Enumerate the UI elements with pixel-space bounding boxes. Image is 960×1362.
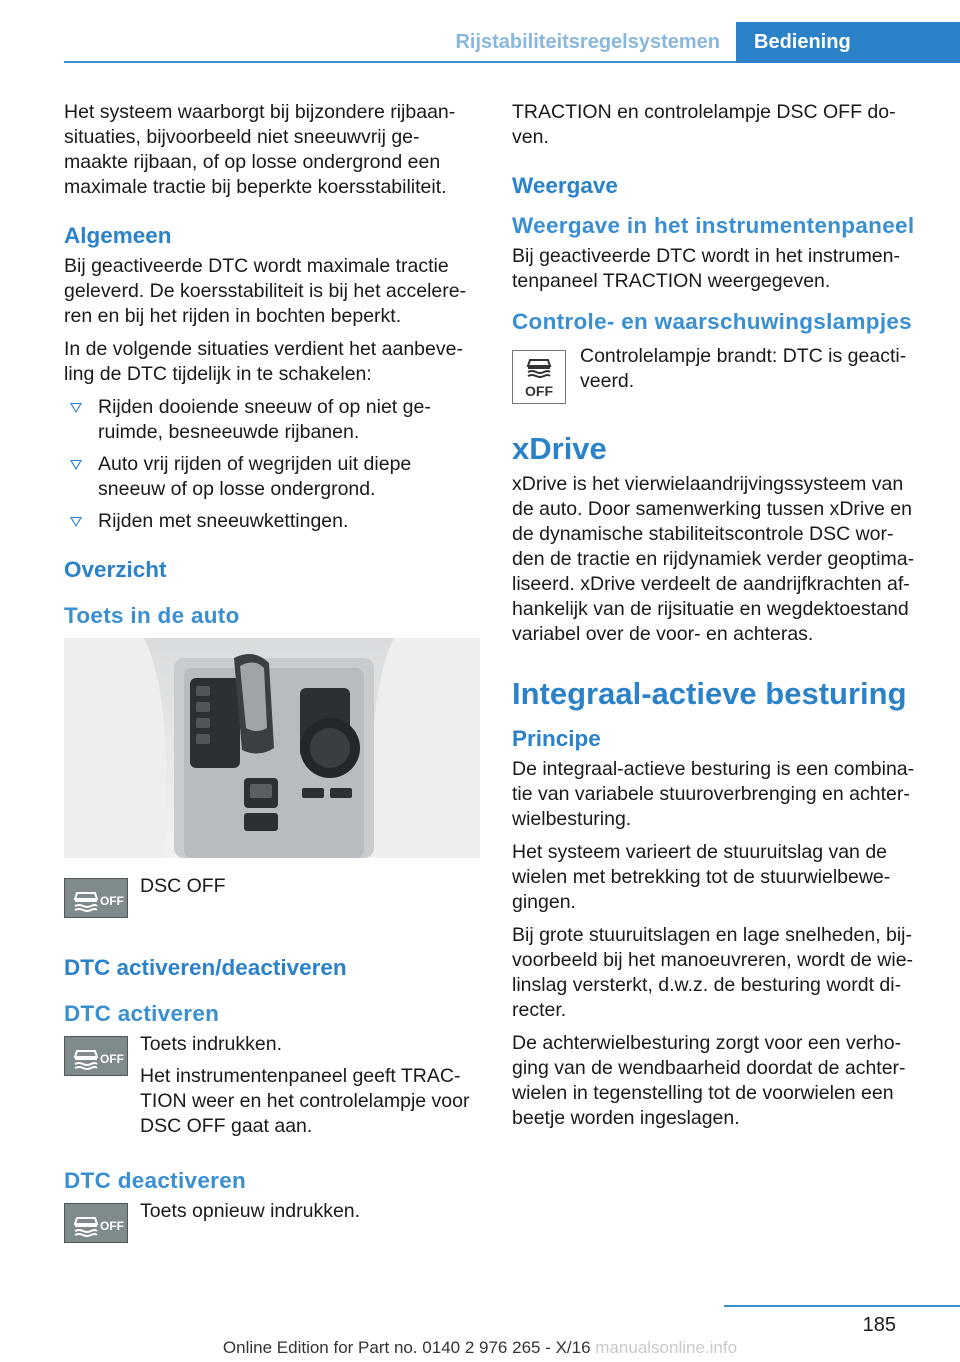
- principe-paragraph-1: De integraal-actieve besturing is een combina-tie van variabele stuuroverbrenging en achter-wielbesturing.: [512, 758, 915, 830]
- dsc-off-button-icon: [64, 1036, 128, 1076]
- header-rule: [64, 61, 442, 63]
- header-section-title: Rijstabiliteitsregelsystemen: [442, 22, 736, 63]
- weergave-paragraph: Bij geactiveerde DTC wordt in het instrumen-tenpaneel TRACTION weergegeven.: [512, 245, 900, 292]
- indicator-lamp-text: Controlelampje brandt: DTC is geacti-veerd.: [580, 345, 907, 392]
- dsc-off-button-legend: [64, 874, 480, 940]
- principe-paragraph-4: De achterwielbesturing zorgt voor een verho-ging van de wendbaarheid doordat de achter-wielen in tegenstelling tot de voorwielen een beetje worden ingeslagen.: [512, 1032, 906, 1129]
- dtc-indicator-lamp-icon: [512, 350, 566, 404]
- intro-paragraph: Het systeem waarborgt bij bijzondere rijbaan-situaties, bijvoorbeeld niet sneeuwvrij ge-maakte rijbaan, of op losse ondergrond een maximale tractie bij beperkte koersstabiliteit.: [64, 101, 456, 198]
- heading-dtc-activeren-deactiveren: DTC activeren/deactiveren: [64, 955, 347, 980]
- xdrive-paragraph: xDrive is het vierwielaandrijvingssysteem van de auto. Door samenwerking tussen xDrive en de dynamische stabiliteitscontrole DSC wor-den de tractie en rijdynamiek verder geoptima-liseerd. xDrive verdeelt de aandrijfkrachten af-hankelijk van de rijsituatie en wegdektoestand variabel over de voor- en achteras.: [512, 473, 915, 645]
- algemeen-paragraph-2: In de volgende situaties verdient het aanbeve-ling de DTC tijdelijk in te schakelen:: [64, 338, 463, 385]
- dsc-off-button-icon: [64, 1203, 128, 1243]
- header-tab-bediening: Bediening: [736, 22, 960, 63]
- activeren-result: Het instrumentenpaneel geeft TRAC-TION weer en het controlelampje voor DSC OFF gaat aan.: [140, 1065, 470, 1137]
- dtc-activeren-legend: [64, 1032, 480, 1098]
- right-column: [512, 100, 926, 1139]
- principe-paragraph-3: Bij grote stuuruitslagen en lage snelheden, bij-voorbeeld bij het manoeuvreren, wordt de wie-linslag versterkt, d.w.z. de besturing wordt di-recter.: [512, 924, 914, 1021]
- watermark-text: manualsonline.info: [595, 1338, 738, 1357]
- heading-dtc-activeren: DTC activeren: [64, 1001, 220, 1026]
- heading-dtc-deactiveren: DTC deactiveren: [64, 1168, 247, 1193]
- left-column: [64, 100, 480, 1265]
- continuation-paragraph: TRACTION en controlelampje DSC OFF do-ven.: [512, 101, 896, 148]
- edition-line: [0, 1338, 960, 1358]
- deactiveren-step: Toets opnieuw indrukken.: [140, 1200, 361, 1222]
- heading-overzicht: Overzicht: [64, 557, 167, 582]
- list-item: Rijden met sneeuwkettingen.: [64, 509, 480, 534]
- heading-algemeen: Algemeen: [64, 223, 172, 248]
- svg-text:OFF: OFF: [100, 1052, 124, 1066]
- dtc-deactiveren-legend: [64, 1199, 480, 1265]
- svg-text:OFF: OFF: [525, 383, 553, 399]
- dsc-off-button-icon: [64, 878, 128, 918]
- heading-xdrive: xDrive: [512, 431, 607, 466]
- dsc-off-label: DSC OFF: [140, 875, 226, 897]
- edition-text: Online Edition for Part no. 0140 2 976 265 - X/16: [222, 1338, 591, 1357]
- heading-integraal-actieve-besturing: Integraal-actieve besturing: [512, 676, 907, 711]
- situation-list: [64, 395, 480, 534]
- footer-rule: [724, 1305, 960, 1307]
- activeren-step: Toets indrukken.: [140, 1033, 282, 1055]
- algemeen-paragraph-1: Bij geactiveerde DTC wordt maximale tractie geleverd. De koersstabiliteit is bij het accelere-ren en bij het rijden in bochten beperkt.: [64, 255, 467, 327]
- svg-text:OFF: OFF: [100, 1219, 124, 1233]
- center-console-photo: [64, 638, 480, 858]
- heading-weergave: Weergave: [512, 173, 618, 198]
- svg-text:OFF: OFF: [100, 894, 124, 908]
- principe-paragraph-2: Het systeem varieert de stuuruitslag van de wielen met betrekking tot de stuurwielbewe-gingen.: [512, 841, 891, 913]
- heading-principe: Principe: [512, 726, 601, 751]
- page-number: 185: [862, 1314, 896, 1336]
- indicator-lamp-legend: [512, 344, 926, 410]
- heading-weergave-instrumentenpaneel: Weergave in het instrumentenpaneel: [512, 213, 915, 238]
- heading-toets-in-de-auto: Toets in de auto: [64, 603, 240, 628]
- heading-controle-waarschuwingslampjes: Controle- en waarschuwingslampjes: [512, 309, 912, 334]
- list-item: Auto vrij rijden of wegrijden uit diepe sneeuw of op losse ondergrond.: [64, 452, 480, 502]
- list-item: Rijden dooiende sneeuw of op niet ge-ruimde, besneeuwde rijbanen.: [64, 395, 480, 445]
